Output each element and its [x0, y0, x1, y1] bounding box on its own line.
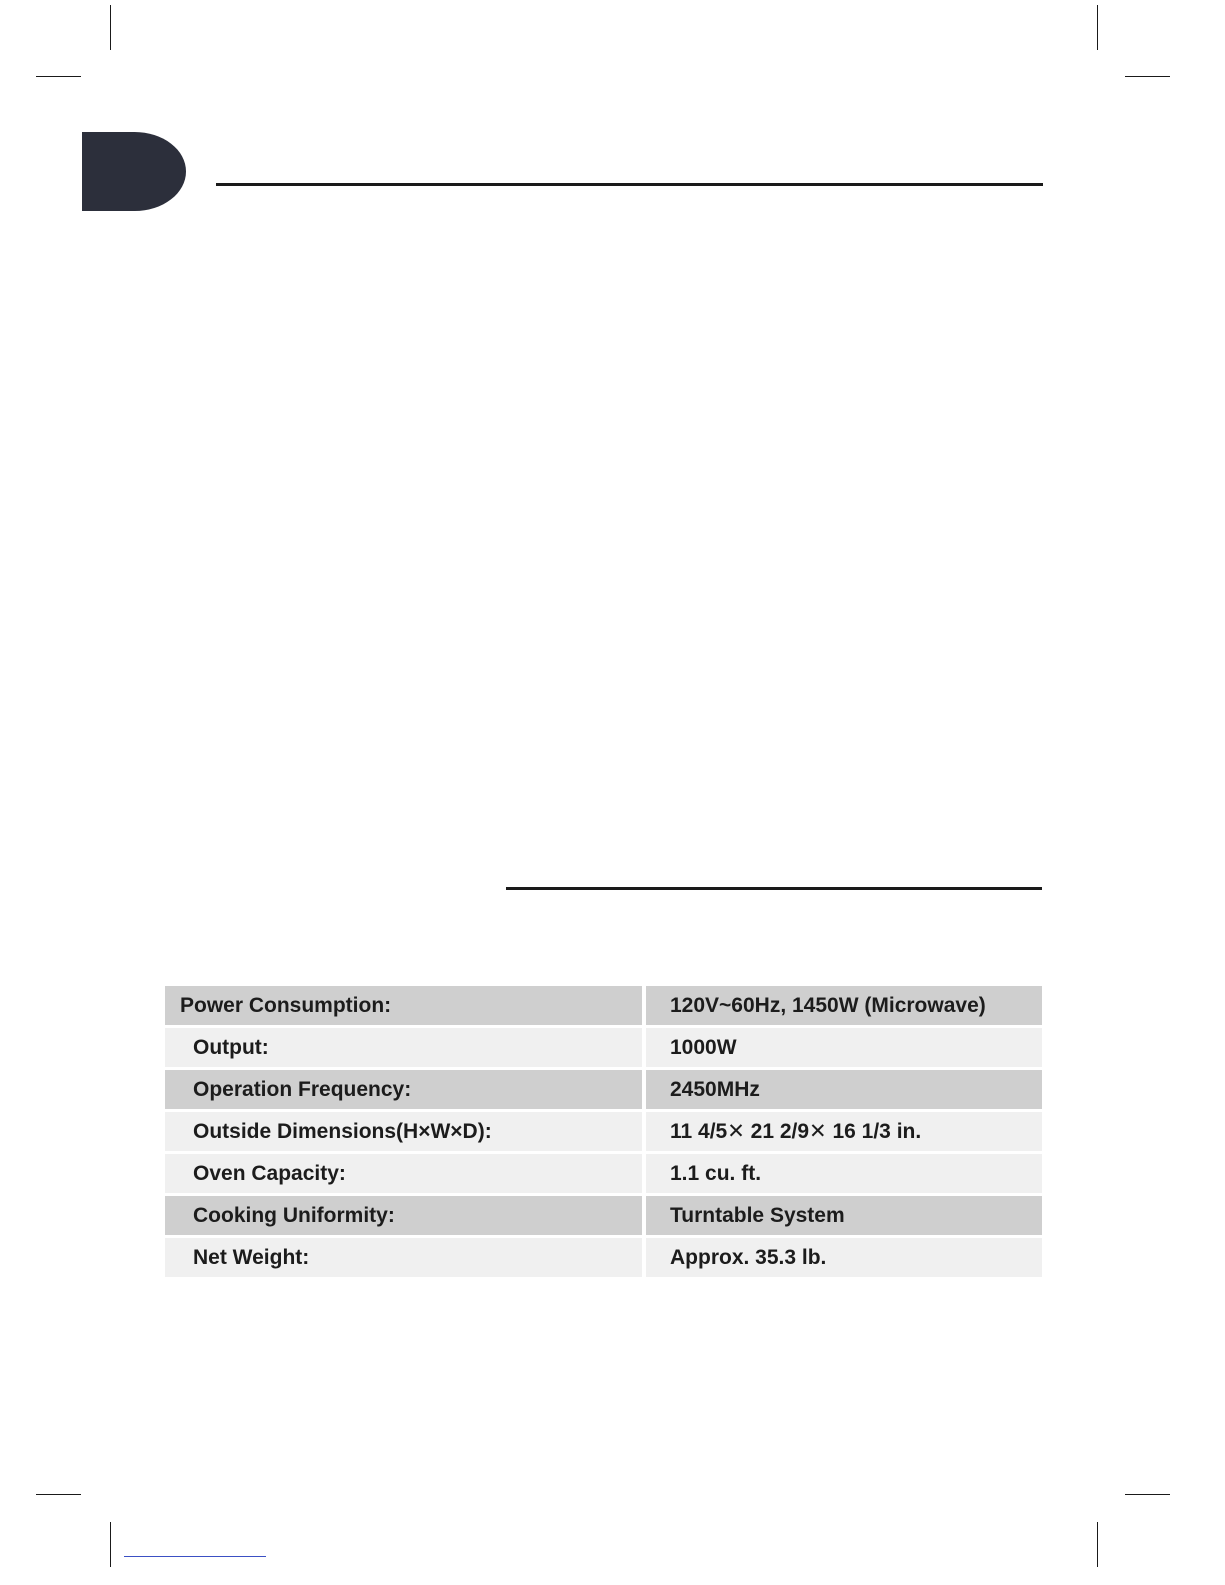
section-heading-rule: [506, 887, 1042, 890]
spec-label: Operation Frequency:: [165, 1070, 646, 1112]
spec-value: Turntable System: [646, 1196, 1042, 1238]
table-row: [165, 1154, 1042, 1196]
specifications-table: [165, 986, 1042, 1280]
crop-mark-bottom-right-horizontal: [1125, 1494, 1170, 1495]
section-tab: [82, 132, 186, 211]
table-row: [165, 986, 1042, 1028]
crop-mark-bottom-left-horizontal: [36, 1494, 81, 1495]
crop-mark-bottom-right-vertical: [1097, 1522, 1098, 1567]
crop-mark-top-right-horizontal: [1125, 76, 1170, 77]
table-row: [165, 1028, 1042, 1070]
table-row: [165, 1238, 1042, 1280]
crop-mark-top-left-vertical: [110, 5, 111, 50]
spec-label: Net Weight:: [165, 1238, 646, 1280]
spec-label: Output:: [165, 1028, 646, 1070]
crop-mark-top-left-horizontal: [36, 76, 81, 77]
spec-value: 11 4/5✕ 21 2/9✕ 16 1/3 in.: [646, 1112, 1042, 1154]
spec-value: Approx. 35.3 lb.: [646, 1238, 1042, 1280]
spec-label: Cooking Uniformity:: [165, 1196, 646, 1238]
spec-value: 1000W: [646, 1028, 1042, 1070]
spec-value: 1.1 cu. ft.: [646, 1154, 1042, 1196]
spec-value: 2450MHz: [646, 1070, 1042, 1112]
spec-label: Outside Dimensions(H×W×D):: [165, 1112, 646, 1154]
spec-value: 120V~60Hz, 1450W (Microwave): [646, 986, 1042, 1028]
table-row: [165, 1196, 1042, 1238]
table-row: [165, 1070, 1042, 1112]
footer-link-underline[interactable]: [124, 1556, 266, 1557]
crop-mark-top-right-vertical: [1097, 5, 1098, 50]
crop-mark-bottom-left-vertical: [110, 1522, 111, 1567]
spec-label: Power Consumption:: [165, 986, 646, 1028]
header-rule: [216, 183, 1043, 186]
table-row: [165, 1112, 1042, 1154]
spec-label: Oven Capacity:: [165, 1154, 646, 1196]
